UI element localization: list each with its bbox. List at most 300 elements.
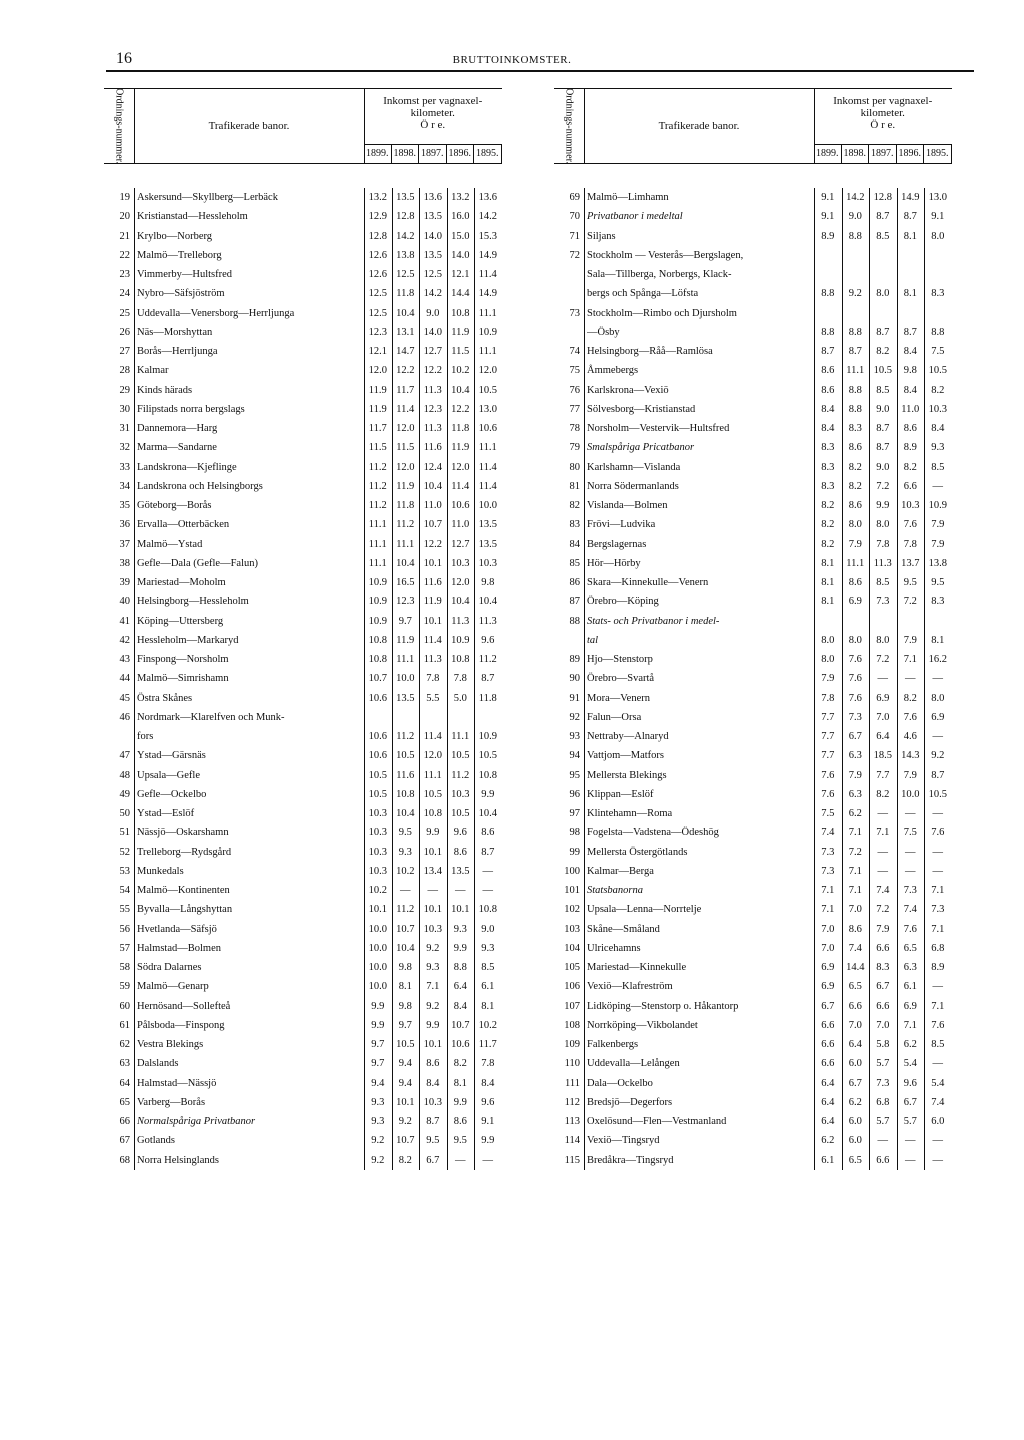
income-value: 8.5 — [931, 1039, 945, 1050]
income-value: 11.1 — [368, 538, 387, 550]
row-number: 61 — [119, 1019, 130, 1031]
income-value: 12.1 — [368, 346, 387, 357]
income-value: 12.7 — [423, 346, 442, 357]
income-value: 10.6 — [451, 500, 470, 511]
income-value: 9.9 — [876, 500, 890, 511]
income-value: 8.5 — [931, 461, 945, 473]
row-number: 77 — [569, 403, 580, 415]
row-number: 105 — [564, 962, 580, 973]
line-name: Pålsboda—Finspong — [137, 1019, 225, 1031]
income-value: 8.2 — [848, 480, 862, 492]
income-value: 10.1 — [368, 904, 387, 916]
income-value: 11.3 — [873, 557, 892, 569]
income-value: 12.1 — [451, 269, 470, 280]
income-value: 11.1 — [396, 654, 415, 665]
income-value: 8.0 — [876, 519, 890, 531]
row-number: 84 — [569, 538, 580, 550]
income-value: 14.9 — [478, 288, 497, 300]
income-value: 8.7 — [876, 442, 890, 454]
income-value: 13.5 — [478, 538, 497, 550]
income-value: 8.1 — [481, 1000, 495, 1012]
line-name: Gefle—Dala (Gefle—Falun) — [137, 557, 258, 569]
income-value: 13.5 — [478, 519, 497, 531]
income-value: 10.0 — [368, 923, 387, 935]
table-row — [104, 1093, 502, 1112]
table-row — [104, 477, 502, 496]
income-value: 10.0 — [368, 942, 387, 954]
income-value: 7.6 — [903, 519, 917, 531]
income-value: 6.7 — [848, 731, 862, 742]
income-value: 6.9 — [876, 692, 890, 704]
income-value: 10.8 — [396, 788, 415, 800]
table-row — [104, 785, 502, 804]
table-row — [104, 400, 502, 419]
table-row — [104, 650, 502, 669]
income-value: 11.0 — [423, 500, 442, 511]
income-value: 8.7 — [903, 326, 917, 338]
income-value: 9.9 — [481, 1135, 495, 1147]
income-value: 6.4 — [876, 731, 890, 742]
income-group-header — [814, 89, 952, 143]
row-number: 51 — [119, 827, 130, 839]
income-value: 11.9 — [396, 480, 415, 492]
income-value: 10.3 — [368, 865, 387, 877]
income-value: 11.0 — [901, 403, 920, 415]
line-name: Dala—Ockelbo — [587, 1077, 653, 1089]
income-value: — — [877, 1135, 888, 1147]
income-value: 6.0 — [848, 1058, 862, 1070]
income-value: 8.0 — [821, 654, 835, 665]
income-value: 10.2 — [451, 365, 470, 377]
income-group-header — [364, 89, 502, 143]
income-value: 10.9 — [478, 326, 497, 338]
income-value: 8.0 — [876, 288, 890, 300]
income-value: 15.3 — [478, 230, 497, 242]
income-value: 6.2 — [821, 1135, 835, 1147]
income-value: 11.2 — [396, 904, 415, 916]
table-row — [104, 1016, 502, 1035]
income-value: — — [932, 480, 943, 492]
income-value: 5.4 — [903, 1058, 917, 1070]
income-value: 10.5 — [478, 384, 497, 396]
income-value: 11.4 — [423, 731, 442, 742]
table-row — [554, 400, 952, 419]
income-value: 8.4 — [426, 1077, 440, 1089]
income-value: 12.0 — [396, 423, 415, 434]
income-value: 6.3 — [848, 788, 862, 800]
income-value: 4.6 — [903, 731, 917, 742]
income-value: 10.3 — [368, 846, 387, 858]
line-name: Kalmar—Berga — [587, 865, 654, 877]
income-value: 7.6 — [931, 1019, 945, 1031]
income-value: 11.3 — [451, 615, 470, 627]
income-value: 12.0 — [396, 461, 415, 473]
income-value: 6.9 — [931, 711, 945, 723]
income-value: 10.5 — [928, 788, 947, 800]
line-name: Vislanda—Bolmen — [587, 500, 668, 511]
ordnings-header — [554, 89, 585, 163]
table-row — [104, 573, 502, 592]
line-name: Ystad—Eslöf — [137, 808, 195, 819]
income-value: 7.3 — [821, 865, 835, 877]
line-name: Helsingborg—Hessleholm — [137, 596, 249, 608]
row-number: 41 — [119, 615, 130, 627]
line-name: Landskrona och Helsingborgs — [137, 480, 263, 492]
income-group-label: Inkomst per vagnaxel- — [383, 95, 483, 107]
income-value: 8.7 — [931, 769, 945, 781]
income-value: 8.3 — [848, 423, 862, 434]
income-value: 9.9 — [426, 1019, 440, 1031]
row-number: 83 — [569, 519, 580, 531]
income-value: — — [932, 865, 943, 877]
table-row — [104, 496, 502, 515]
income-value: 9.9 — [481, 788, 495, 800]
income-group-label: kilometer. — [860, 107, 905, 119]
line-name: Lidköping—Stenstorp o. Håkantorp — [587, 1000, 739, 1012]
income-value: 11.1 — [451, 731, 470, 742]
row-number: 97 — [569, 808, 580, 819]
line-name: Mellersta Blekings — [587, 769, 667, 781]
income-value: 10.5 — [396, 1039, 415, 1050]
line-name: Smalspåriga Pricatbanor — [587, 442, 695, 454]
row-number: 108 — [564, 1019, 580, 1031]
income-value: 9.2 — [371, 1154, 385, 1166]
income-value: 9.3 — [398, 846, 412, 858]
income-value: 10.9 — [451, 634, 470, 646]
income-value: 5.7 — [876, 1058, 890, 1070]
line-name: Mariestad—Kinnekulle — [587, 962, 687, 973]
income-value: 12.8 — [873, 192, 892, 203]
table-row — [104, 977, 502, 996]
income-value: 11.1 — [478, 346, 497, 357]
line-name: Hvetlanda—Säfsjö — [137, 923, 217, 935]
table-row — [104, 804, 502, 823]
table-row — [554, 419, 952, 438]
income-value: 14.2 — [846, 192, 865, 203]
income-value: 9.2 — [398, 1116, 412, 1127]
table-row — [554, 939, 952, 958]
income-value: 11.6 — [423, 577, 442, 588]
table-row — [554, 246, 952, 265]
ordnings-label: Ordnings-nummer. — [113, 88, 125, 164]
row-number: 100 — [564, 865, 580, 877]
row-number: 46 — [119, 711, 130, 723]
income-value: 10.0 — [368, 962, 387, 973]
income-value: 14.0 — [423, 326, 442, 338]
income-value: 9.5 — [453, 1135, 467, 1147]
row-number: 75 — [569, 365, 580, 377]
income-value: 8.6 — [426, 1058, 440, 1070]
income-value: 13.5 — [423, 211, 442, 223]
row-number: 31 — [119, 423, 130, 434]
table-row — [554, 304, 952, 323]
line-name: Norsholm—Vestervik—Hultsfred — [587, 423, 730, 434]
income-value: 10.1 — [396, 1096, 415, 1108]
income-value: 10.5 — [396, 750, 415, 762]
income-value: 10.3 — [478, 557, 497, 569]
income-value: 6.6 — [876, 1000, 890, 1012]
row-number: 27 — [119, 346, 130, 357]
income-value: 10.8 — [478, 769, 497, 781]
line-name: Östra Skånes — [137, 692, 193, 704]
income-value: 8.1 — [453, 1077, 467, 1089]
table-header — [554, 88, 952, 164]
row-number: 47 — [119, 750, 130, 762]
income-value: 11.4 — [451, 480, 470, 492]
income-value: 6.6 — [821, 1058, 835, 1070]
income-value: 8.0 — [931, 230, 945, 242]
income-value: 8.1 — [821, 577, 835, 588]
income-value: 6.8 — [876, 1096, 890, 1108]
line-name: Stockholm—Rimbo och Djursholm — [587, 307, 737, 319]
income-value: 10.5 — [368, 788, 387, 800]
line-name: Helsingborg—Råå—Ramlösa — [587, 346, 713, 357]
income-value: 8.3 — [931, 288, 945, 300]
table-row — [104, 342, 502, 361]
line-name: Landskrona—Kjeflinge — [137, 461, 237, 473]
income-value: 9.7 — [398, 615, 412, 627]
row-number: 103 — [564, 923, 580, 935]
income-value: 9.9 — [426, 827, 440, 839]
income-value: 10.5 — [478, 750, 497, 762]
income-value: 7.9 — [821, 673, 835, 685]
income-value: 8.6 — [481, 827, 495, 839]
income-value: 10.1 — [423, 846, 442, 858]
row-number: 67 — [119, 1135, 130, 1147]
income-value: 7.0 — [876, 1019, 890, 1031]
income-value: 10.9 — [368, 596, 387, 608]
table-row — [104, 1112, 502, 1131]
income-value: 8.2 — [848, 461, 862, 473]
line-name: Hjo—Stenstorp — [587, 654, 653, 665]
income-value: 12.6 — [368, 249, 387, 261]
line-name: Ulricehamns — [587, 942, 641, 954]
income-value: 11.6 — [396, 769, 415, 781]
income-value: 8.4 — [931, 423, 945, 434]
row-number: 69 — [569, 192, 580, 203]
table-row — [554, 1016, 952, 1035]
line-name: Finspong—Norsholm — [137, 654, 229, 665]
line-name: Malmö—Limhamn — [587, 192, 669, 203]
table-row — [554, 284, 952, 303]
income-value: 14.2 — [396, 230, 415, 242]
row-number: 99 — [569, 846, 580, 858]
income-value: 8.0 — [821, 634, 835, 646]
income-value: 6.6 — [821, 1039, 835, 1050]
income-value: 10.9 — [368, 615, 387, 627]
column-rule — [447, 188, 448, 1170]
table-row — [554, 496, 952, 515]
income-value: 8.7 — [848, 346, 862, 357]
row-number: 72 — [569, 249, 580, 261]
income-value: 12.2 — [423, 365, 442, 377]
ordnings-header — [104, 89, 135, 163]
income-value: 7.4 — [931, 1096, 945, 1108]
income-value: 10.2 — [478, 1019, 497, 1031]
row-number: 115 — [564, 1154, 580, 1166]
income-group-label: Ö r e. — [870, 119, 896, 131]
income-value: 10.3 — [901, 500, 920, 511]
row-number: 86 — [569, 577, 580, 588]
income-value: 8.6 — [848, 577, 862, 588]
year-header: 1898. — [392, 145, 420, 163]
income-value: 8.6 — [453, 1116, 467, 1127]
row-number: 44 — [119, 673, 130, 685]
income-value: 9.7 — [371, 1058, 385, 1070]
income-value: 12.0 — [451, 461, 470, 473]
column-rule — [364, 188, 365, 1170]
income-value: 7.1 — [848, 865, 862, 877]
income-value: 13.7 — [901, 557, 920, 569]
income-value: 13.5 — [396, 192, 415, 203]
row-number: 43 — [119, 654, 130, 665]
income-value: 7.8 — [426, 673, 440, 685]
table-row — [554, 862, 952, 881]
income-value: 13.5 — [451, 865, 470, 877]
line-name: Skara—Kinnekulle—Venern — [587, 577, 709, 588]
income-value: 7.6 — [848, 673, 862, 685]
table-row — [104, 939, 502, 958]
income-value: — — [932, 673, 943, 685]
row-number: 26 — [119, 326, 130, 338]
table-row — [104, 323, 502, 342]
income-value: 6.0 — [848, 1135, 862, 1147]
line-name: Borås—Herrljunga — [137, 346, 218, 357]
table-row — [104, 1131, 502, 1150]
income-value: 8.5 — [876, 577, 890, 588]
year-header-row — [814, 144, 952, 163]
row-number: 78 — [569, 423, 580, 434]
income-value: 8.2 — [903, 692, 917, 704]
income-value: 9.3 — [481, 942, 495, 954]
row-number: 110 — [564, 1058, 580, 1070]
income-value: 10.0 — [478, 500, 497, 511]
table-row — [104, 843, 502, 862]
line-name: Södra Dalarnes — [137, 962, 202, 973]
table-row — [554, 381, 952, 400]
table-row — [554, 535, 952, 554]
income-value: 6.1 — [821, 1154, 835, 1166]
income-value: 14.3 — [901, 750, 920, 762]
line-name: Nybro—Säfsjöström — [137, 288, 225, 300]
table-row — [104, 669, 502, 688]
income-value: 7.6 — [821, 788, 835, 800]
income-value: 7.6 — [931, 827, 945, 839]
table-row — [104, 708, 502, 727]
income-value: 6.2 — [848, 808, 862, 819]
income-value: 7.7 — [821, 750, 835, 762]
income-value: 8.3 — [821, 442, 835, 454]
income-value: 7.9 — [903, 634, 917, 646]
income-value: 12.5 — [396, 269, 415, 280]
income-value: 10.3 — [423, 1096, 442, 1108]
line-name: Upsala—Gefle — [137, 769, 200, 781]
line-name: Fogelsta—Vadstena—Ödeshög — [587, 827, 719, 839]
income-value: 9.0 — [876, 461, 890, 473]
income-value: 8.3 — [876, 962, 890, 973]
row-number: 34 — [119, 480, 130, 492]
income-value: 11.4 — [396, 403, 415, 415]
income-value: 9.4 — [398, 1058, 412, 1070]
income-value: 10.5 — [451, 750, 470, 762]
year-header: 1897. — [419, 145, 447, 163]
income-value: 9.5 — [903, 577, 917, 588]
income-value: 13.4 — [423, 865, 442, 877]
income-value: 7.4 — [821, 827, 835, 839]
row-number: 42 — [119, 634, 130, 646]
line-name: Mellersta Östergötlands — [587, 846, 688, 858]
row-number: 80 — [569, 461, 580, 473]
line-name: Byvalla—Långshyttan — [137, 904, 233, 916]
row-number: 81 — [569, 480, 580, 492]
income-value: 11.3 — [423, 384, 442, 396]
income-value: 12.9 — [368, 211, 387, 223]
income-value: 10.4 — [423, 480, 442, 492]
income-value: 11.3 — [423, 654, 442, 665]
row-number: 68 — [119, 1154, 130, 1166]
income-value: 11.8 — [396, 288, 415, 300]
line-name: Kinds härads — [137, 384, 193, 396]
line-name: bergs och Spånga—Löfsta — [587, 288, 699, 300]
income-value: 7.1 — [931, 885, 945, 896]
line-name: Vattjom—Matfors — [587, 750, 664, 762]
table-row — [104, 881, 502, 900]
income-value: 11.5 — [396, 442, 415, 454]
line-name: Oxelösund—Flen—Vestmanland — [587, 1116, 727, 1127]
line-name: Askersund—Skyllberg—Lerbäck — [137, 192, 278, 203]
income-value: 11.0 — [451, 519, 470, 531]
line-name: Privatbanor i medeltal — [587, 211, 683, 223]
table-row — [554, 1112, 952, 1131]
income-value: 7.9 — [848, 538, 862, 550]
table-row — [104, 1074, 502, 1093]
table-row — [104, 458, 502, 477]
income-value: — — [905, 1154, 916, 1166]
income-value: 8.2 — [821, 500, 835, 511]
income-value: 7.1 — [903, 1019, 917, 1031]
line-name: Kristianstad—Hessleholm — [137, 211, 248, 223]
income-value: 10.1 — [423, 904, 442, 916]
line-name: Marma—Sandarne — [137, 442, 217, 454]
income-value: 7.2 — [876, 480, 890, 492]
row-number: 19 — [119, 192, 130, 203]
income-value: — — [905, 808, 916, 819]
table-row — [104, 419, 502, 438]
table-row — [104, 438, 502, 457]
line-name: Munkedals — [137, 865, 184, 877]
row-number: 92 — [569, 711, 580, 723]
row-number: 58 — [119, 962, 130, 973]
row-number: 50 — [119, 808, 130, 819]
income-value: 9.5 — [426, 1135, 440, 1147]
income-value: 8.8 — [821, 326, 835, 338]
income-value: 10.8 — [423, 808, 442, 819]
line-name: Ervalla—Otterbäcken — [137, 519, 230, 531]
income-value: 6.4 — [453, 981, 467, 993]
table-row — [104, 997, 502, 1016]
table-row — [104, 612, 502, 631]
income-value: 7.3 — [876, 1077, 890, 1089]
income-value: 8.6 — [821, 384, 835, 396]
row-number: 52 — [119, 846, 130, 858]
income-value: 11.8 — [478, 692, 497, 704]
income-value: 7.5 — [821, 808, 835, 819]
table-row — [104, 227, 502, 246]
ordnings-label: Ordnings-nummer. — [563, 88, 575, 164]
income-value: 11.9 — [368, 384, 387, 396]
income-value: 6.4 — [821, 1077, 835, 1089]
row-number: 74 — [569, 346, 580, 357]
